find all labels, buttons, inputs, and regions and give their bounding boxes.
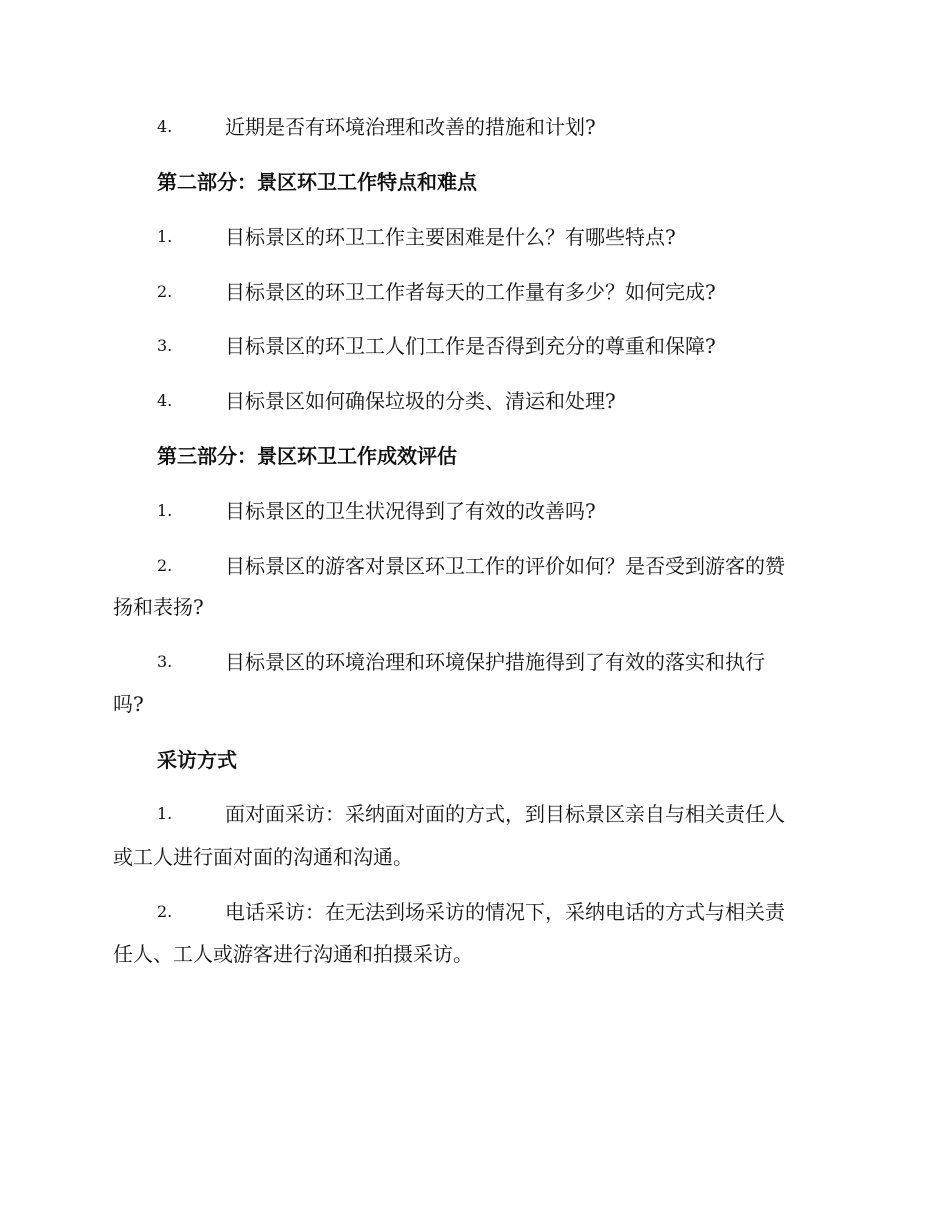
list-item-continuation: 吗?	[113, 692, 144, 716]
item-number: 3.	[157, 652, 173, 671]
list-item-text: 面对面采访：采纳面对面的方式，到目标景区亲自与相关责任人	[225, 802, 785, 826]
item-number: 1.	[157, 227, 173, 246]
list-item-text: 目标景区的游客对景区环卫工作的评价如何？是否受到游客的赞	[225, 554, 785, 578]
item-number: 2.	[157, 902, 173, 921]
list-item-continuation: 任人、工人或游客进行沟通和拍摄采访。	[113, 942, 473, 966]
list-item-text: 目标景区如何确保垃圾的分类、清运和处理?	[225, 389, 616, 413]
item-number: 4.	[157, 117, 173, 136]
section-heading-part-two: 第二部分：景区环卫工作特点和难点	[157, 170, 477, 194]
section-heading-interview-method: 采访方式	[157, 748, 237, 772]
item-number: 3.	[157, 336, 173, 355]
list-item-continuation: 扬和表扬?	[113, 595, 204, 619]
item-number: 2.	[157, 282, 173, 301]
list-item-text: 近期是否有环境治理和改善的措施和计划?	[225, 115, 596, 139]
item-number: 2.	[157, 556, 173, 575]
item-number: 4.	[157, 391, 173, 410]
list-item-text: 目标景区的环境治理和环境保护措施得到了有效的落实和执行	[225, 650, 765, 674]
list-item-text: 电话采访：在无法到场采访的情况下，采纳电话的方式与相关责	[225, 900, 785, 924]
list-item-text: 目标景区的环卫工作主要困难是什么？有哪些特点?	[225, 225, 676, 249]
list-item-text: 目标景区的环卫工人们工作是否得到充分的尊重和保障?	[225, 334, 716, 358]
list-item-text: 目标景区的卫生状况得到了有效的改善吗?	[225, 499, 596, 523]
item-number: 1.	[157, 804, 173, 823]
list-item-continuation: 或工人进行面对面的沟通和沟通。	[113, 845, 413, 869]
section-heading-part-three: 第三部分：景区环卫工作成效评估	[157, 444, 457, 468]
list-item-text: 目标景区的环卫工作者每天的工作量有多少？如何完成?	[225, 280, 716, 304]
item-number: 1.	[157, 501, 173, 520]
